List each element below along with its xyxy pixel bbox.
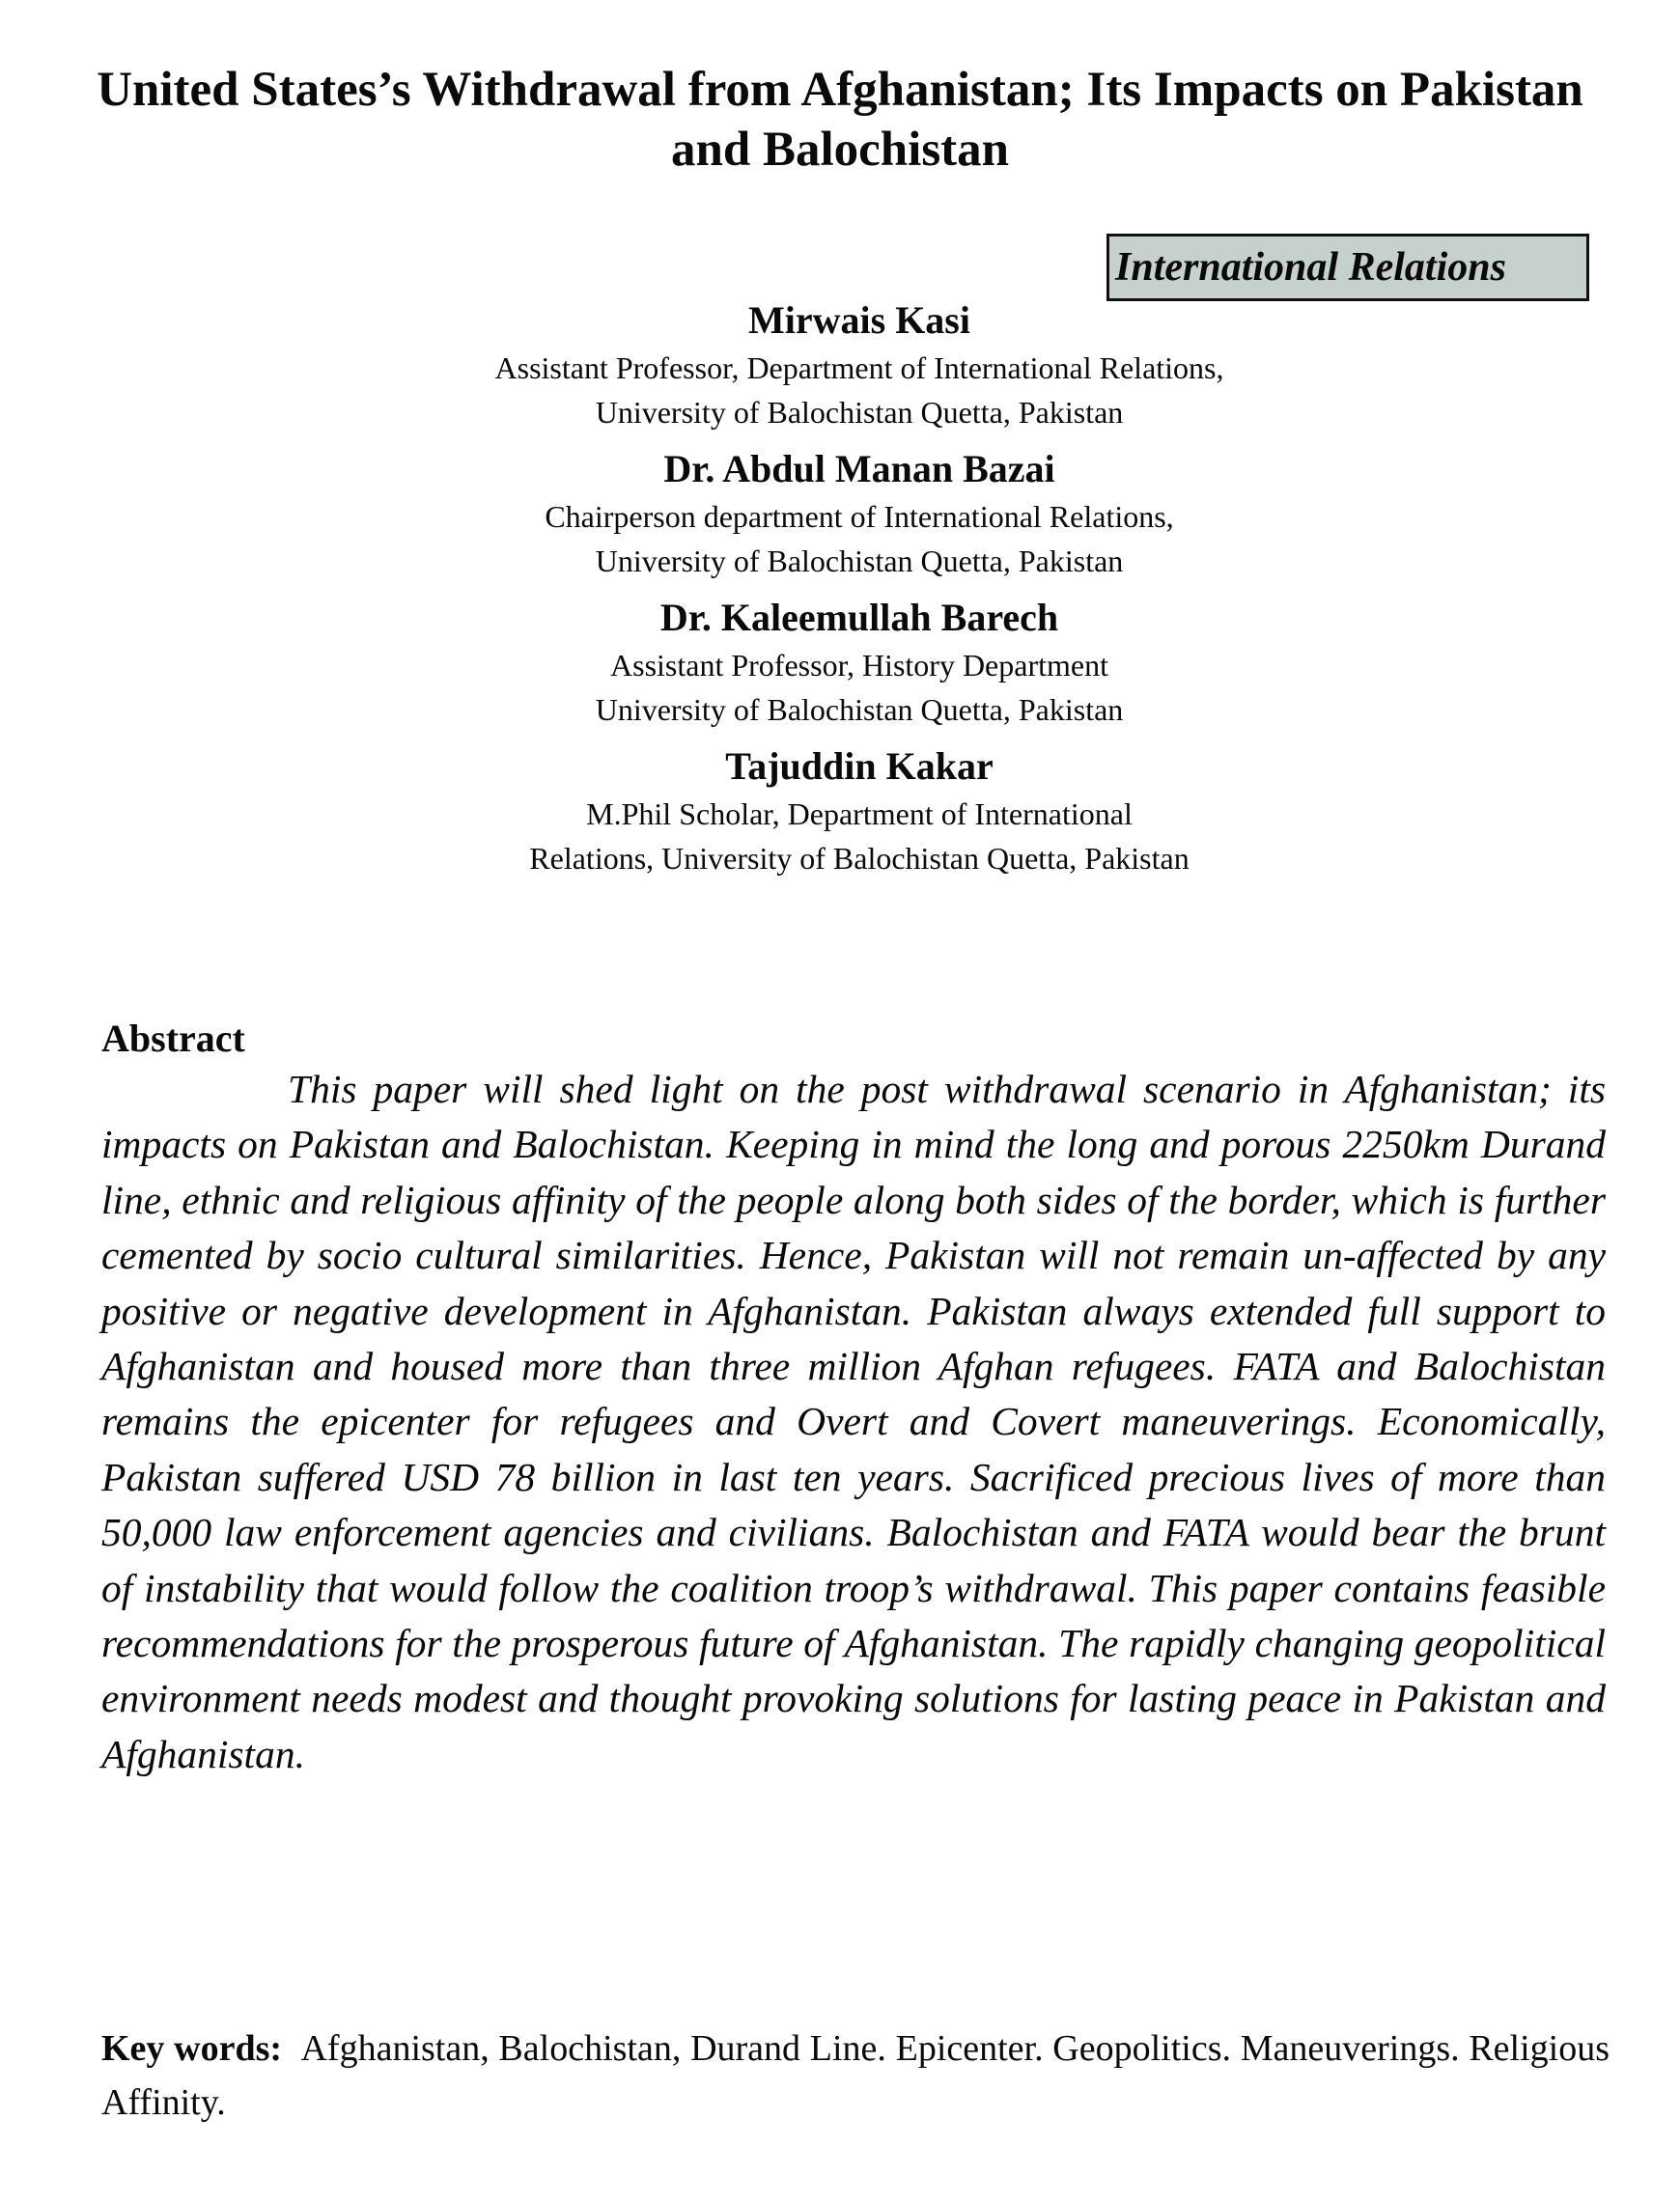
paper-title: United States’s Withdrawal from Afghanistan; Its Impacts on Pakistan and Balochistan: [97, 63, 1583, 177]
author-affiliation: Assistant Professor, Department of International Relations,: [494, 350, 1224, 385]
author-affiliation: Assistant Professor, History Department: [610, 648, 1108, 683]
author-name: Dr. Abdul Manan Bazai: [663, 447, 1055, 490]
category-badge: International Relations: [1106, 234, 1589, 301]
author-block: [0, 295, 1680, 434]
keywords-text: Afghanistan, Balochistan, Durand Line. Epicenter. Geopolitics. Maneuverings. Religious Affinity.: [101, 2028, 1610, 2123]
author-block: [0, 593, 1680, 732]
keywords: [101, 2022, 1610, 2130]
author-block: [0, 444, 1680, 583]
abstract-text: This paper will shed light on the post withdrawal scenario in Afghanistan; its impacts on Pakistan and Balochistan. Keeping in mind the long and porous 2250km Durand line, ethnic and religious affinity of the people along both sides of the border, which is further cemented by socio cultural similarities. Hence, Pakistan will not remain un-affected by any positive or negative development in Afghanistan. Pakistan always extended full support to Afghanistan and housed more than three million Afghan refugees. FATA and Balochistan remains the epicenter for refugees and Overt and Covert maneuverings. Economically, Pakistan suffered USD 78 billion in last ten years. Sacrificed precious lives of more than 50,000 law enforcement agencies and civilians. Balochistan and FATA would bear the brunt of instability that would follow the coalition troop’s withdrawal. This paper contains feasible recommendations for the prosperous future of Afghanistan. The rapidly changing geopolitical environment needs modest and thought provoking solutions for lasting peace in Pakistan and Afghanistan.: [101, 1067, 1606, 1776]
author-affiliation: Chairperson department of International Relations,: [545, 499, 1174, 534]
author-affiliation: University of Balochistan Quetta, Pakistan: [595, 692, 1124, 727]
author-name: Mirwais Kasi: [748, 298, 970, 342]
author-name: Dr. Kaleemullah Barech: [659, 596, 1059, 639]
author-list: [0, 295, 1680, 890]
abstract-heading: Abstract: [101, 1017, 245, 1060]
author-affiliation: Relations, University of Balochistan Quetta, Pakistan: [529, 841, 1190, 876]
author-affiliation: M.Phil Scholar, Department of International: [586, 796, 1133, 831]
author-affiliation: University of Balochistan Quetta, Pakistan: [595, 544, 1124, 578]
author-block: [0, 741, 1680, 880]
author-affiliation: University of Balochistan Quetta, Pakistan: [595, 395, 1124, 430]
author-name: Tajuddin Kakar: [725, 744, 994, 788]
keywords-label: Key words:: [101, 2028, 283, 2069]
